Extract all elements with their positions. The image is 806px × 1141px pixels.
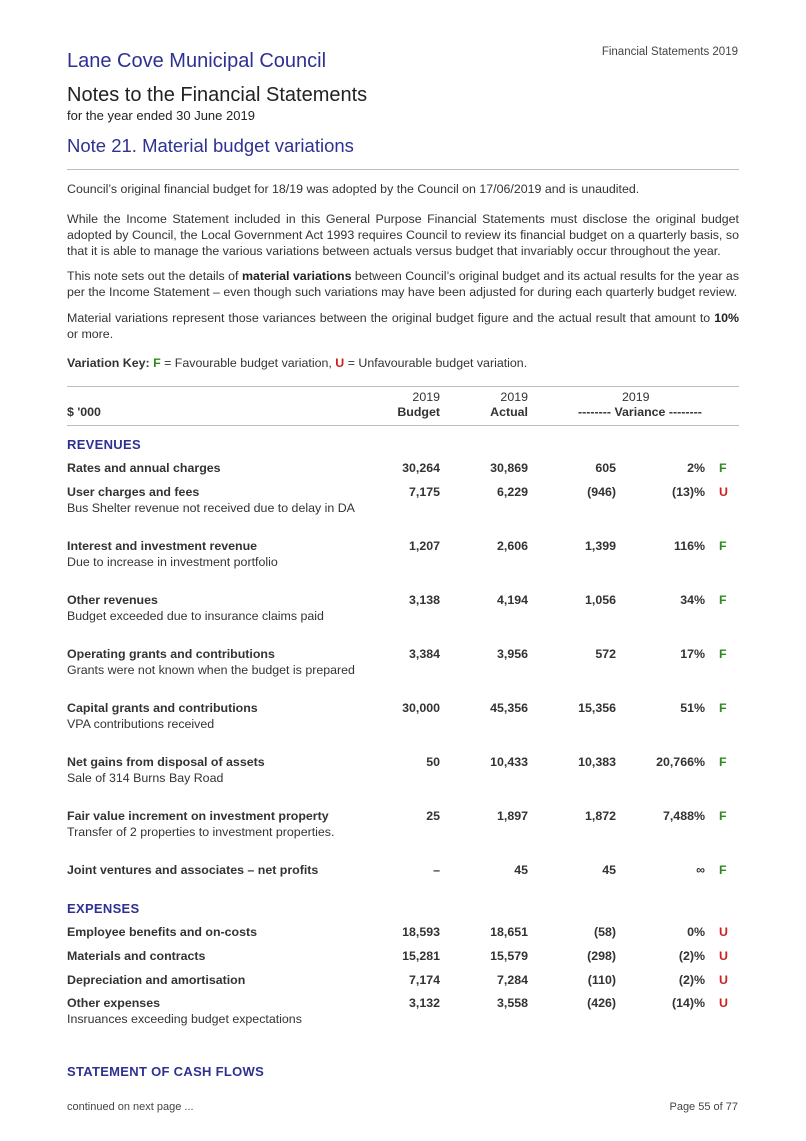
p4-text-bold: 10% [714,311,739,325]
row-label: Interest and investment revenue [67,539,258,553]
row-note: Budget exceeded due to insurance claims paid [67,609,324,623]
p4-text-c: or more. [67,327,114,341]
variance-percent: (14)% [671,996,705,1010]
intro-paragraph-1: Council’s original financial budget for 18/19 was adopted by the Council on 17/06/2019 and is unaudited. [67,182,640,196]
variance-header: -------- Variance -------- [578,405,702,419]
intro-paragraph-4 [67,310,739,342]
variance-value: 1,399 [584,539,616,553]
row-note: VPA contributions received [67,717,215,731]
budget-value: 18,593 [402,925,440,939]
actual-value: 7,284 [496,973,528,987]
revenues-section-title: REVENUES [67,437,141,452]
variation-key-label: Variation Key: [67,356,150,370]
variance-percent: 7,488% [662,809,705,823]
actual-value: 45,356 [490,701,528,715]
variance-flag: F [719,539,727,553]
budget-value: 3,384 [408,647,440,661]
variance-flag: U [719,973,728,987]
variance-value: 572 [595,647,616,661]
budget-value: 15,281 [402,949,440,963]
variance-value: 1,872 [584,809,616,823]
actual-value: 3,956 [496,647,528,661]
budget-header: Budget [397,405,440,419]
variation-key [67,356,527,370]
variance-value: (426) [587,996,616,1010]
key-unfavourable-flag: U [335,356,345,370]
variance-percent: (2)% [678,973,705,987]
p3-text-a: This note sets out the details of [67,269,242,283]
actual-value: 30,869 [490,461,528,475]
row-label: Fair value increment on investment property [67,809,329,823]
variance-flag: U [719,996,728,1010]
variance-flag: F [719,701,727,715]
variance-percent: 116% [673,539,705,553]
row-note: Bus Shelter revenue not received due to delay in DA [67,501,355,515]
variance-value: (946) [587,485,616,499]
row-label: User charges and fees [67,485,200,499]
table-header-rule [67,425,739,426]
p3-text-c: between Council’s original budget and its actual results for the year as per the Income Statement – even though such variations may have been adjusted for during each quarterly budget review. [67,269,740,299]
financial-statements-year: Financial Statements 2019 [601,46,738,58]
budget-value: 30,264 [402,461,440,475]
actual-value: 4,194 [496,593,528,607]
budget-value: 50 [426,755,440,769]
budget-value: – [433,863,440,877]
expenses-section-title: EXPENSES [67,901,140,916]
actual-value: 18,651 [490,925,528,939]
council-name: Lane Cove Municipal Council [67,50,327,72]
key-favourable-flag: F [153,356,161,370]
row-label: Operating grants and contributions [67,647,275,661]
actual-value: 2,606 [496,539,528,553]
row-note: Insruances exceeding budget expectations [67,1012,302,1026]
row-note: Due to increase in investment portfolio [67,555,278,569]
variance-flag: F [719,593,727,607]
cash-flows-section-title: STATEMENT OF CASH FLOWS [67,1064,265,1079]
variance-percent: 17% [680,647,705,661]
row-label: Other revenues [67,593,158,607]
variance-flag: F [719,809,727,823]
variance-value: (110) [587,973,616,987]
divider [67,169,739,170]
variance-flag: F [719,461,727,475]
actual-value: 10,433 [490,755,528,769]
row-label: Materials and contracts [67,949,206,963]
variance-value: 10,383 [578,755,616,769]
row-label: Joint ventures and associates – net profits [67,863,319,877]
variance-percent: (2)% [678,949,705,963]
actual-year-header: 2019 [500,390,528,404]
variance-flag: F [719,863,727,877]
budget-value: 1,207 [408,539,440,553]
variance-percent: (13)% [671,485,705,499]
budget-value: 7,174 [408,973,440,987]
intro-paragraph-3 [67,268,739,300]
actual-value: 15,579 [490,949,528,963]
actual-header: Actual [490,405,528,419]
notes-subtitle: for the year ended 30 June 2019 [67,108,255,123]
p4-text-a: Material variations represent those variances between the original budget figure and the actual result that amount to [67,311,715,325]
variance-value: 1,056 [584,593,616,607]
variance-value: (298) [587,949,616,963]
budget-value: 25 [426,809,440,823]
variance-flag: F [719,755,727,769]
variance-value: 605 [595,461,616,475]
row-label: Capital grants and contributions [67,701,258,715]
budget-year-header: 2019 [412,390,440,404]
variance-value: 15,356 [578,701,616,715]
p3-text-bold: material variations [241,269,352,283]
variance-year-header: 2019 [622,390,650,404]
continued-note: continued on next page ... [67,1101,194,1113]
budget-value: 3,132 [408,996,440,1010]
actual-value: 1,897 [496,809,528,823]
variance-percent: 34% [680,593,705,607]
variance-percent: 51% [680,701,705,715]
key-unfavourable-text: = Unfavourable budget variation. [344,356,528,370]
variance-flag: U [719,949,728,963]
row-label: Net gains from disposal of assets [67,755,265,769]
variance-percent: 0% [687,925,705,939]
budget-value: 7,175 [408,485,440,499]
actual-value: 3,558 [496,996,528,1010]
budget-value: 30,000 [402,701,440,715]
page-number: Page 55 of 77 [669,1101,738,1113]
variance-flag: U [719,485,728,499]
row-label: Depreciation and amortisation [67,973,246,987]
key-favourable-text: = Favourable budget variation, [160,356,336,370]
unit-header: $ '000 [67,405,101,419]
row-note: Grants were not known when the budget is prepared [67,663,355,677]
actual-value: 45 [514,863,528,877]
row-note: Transfer of 2 properties to investment properties. [67,825,335,839]
variance-flag: F [719,647,727,661]
row-note: Sale of 314 Burns Bay Road [67,771,224,785]
variance-value: (58) [593,925,616,939]
note-heading: Note 21. Material budget variations [67,135,354,156]
row-label: Rates and annual charges [67,461,221,475]
table-top-rule [67,386,739,387]
variance-percent: ∞ [696,863,705,877]
intro-paragraph-2: While the Income Statement included in this General Purpose Financial Statements must disclose the original budget adopted by Council, the Local Government Act 1993 requires Council to review its financial budget on a quarterly basis, so that it is able to manage the various variations between actuals versus budget that invariably occur throughout the year. [67,212,739,258]
variance-percent: 20,766% [656,755,705,769]
variance-value: 45 [602,863,616,877]
variance-percent: 2% [687,461,705,475]
notes-title: Notes to the Financial Statements [67,84,368,106]
row-label: Other expenses [67,996,160,1010]
actual-value: 6,229 [496,485,528,499]
variance-flag: U [719,925,728,939]
row-label: Employee benefits and on-costs [67,925,258,939]
budget-value: 3,138 [408,593,440,607]
